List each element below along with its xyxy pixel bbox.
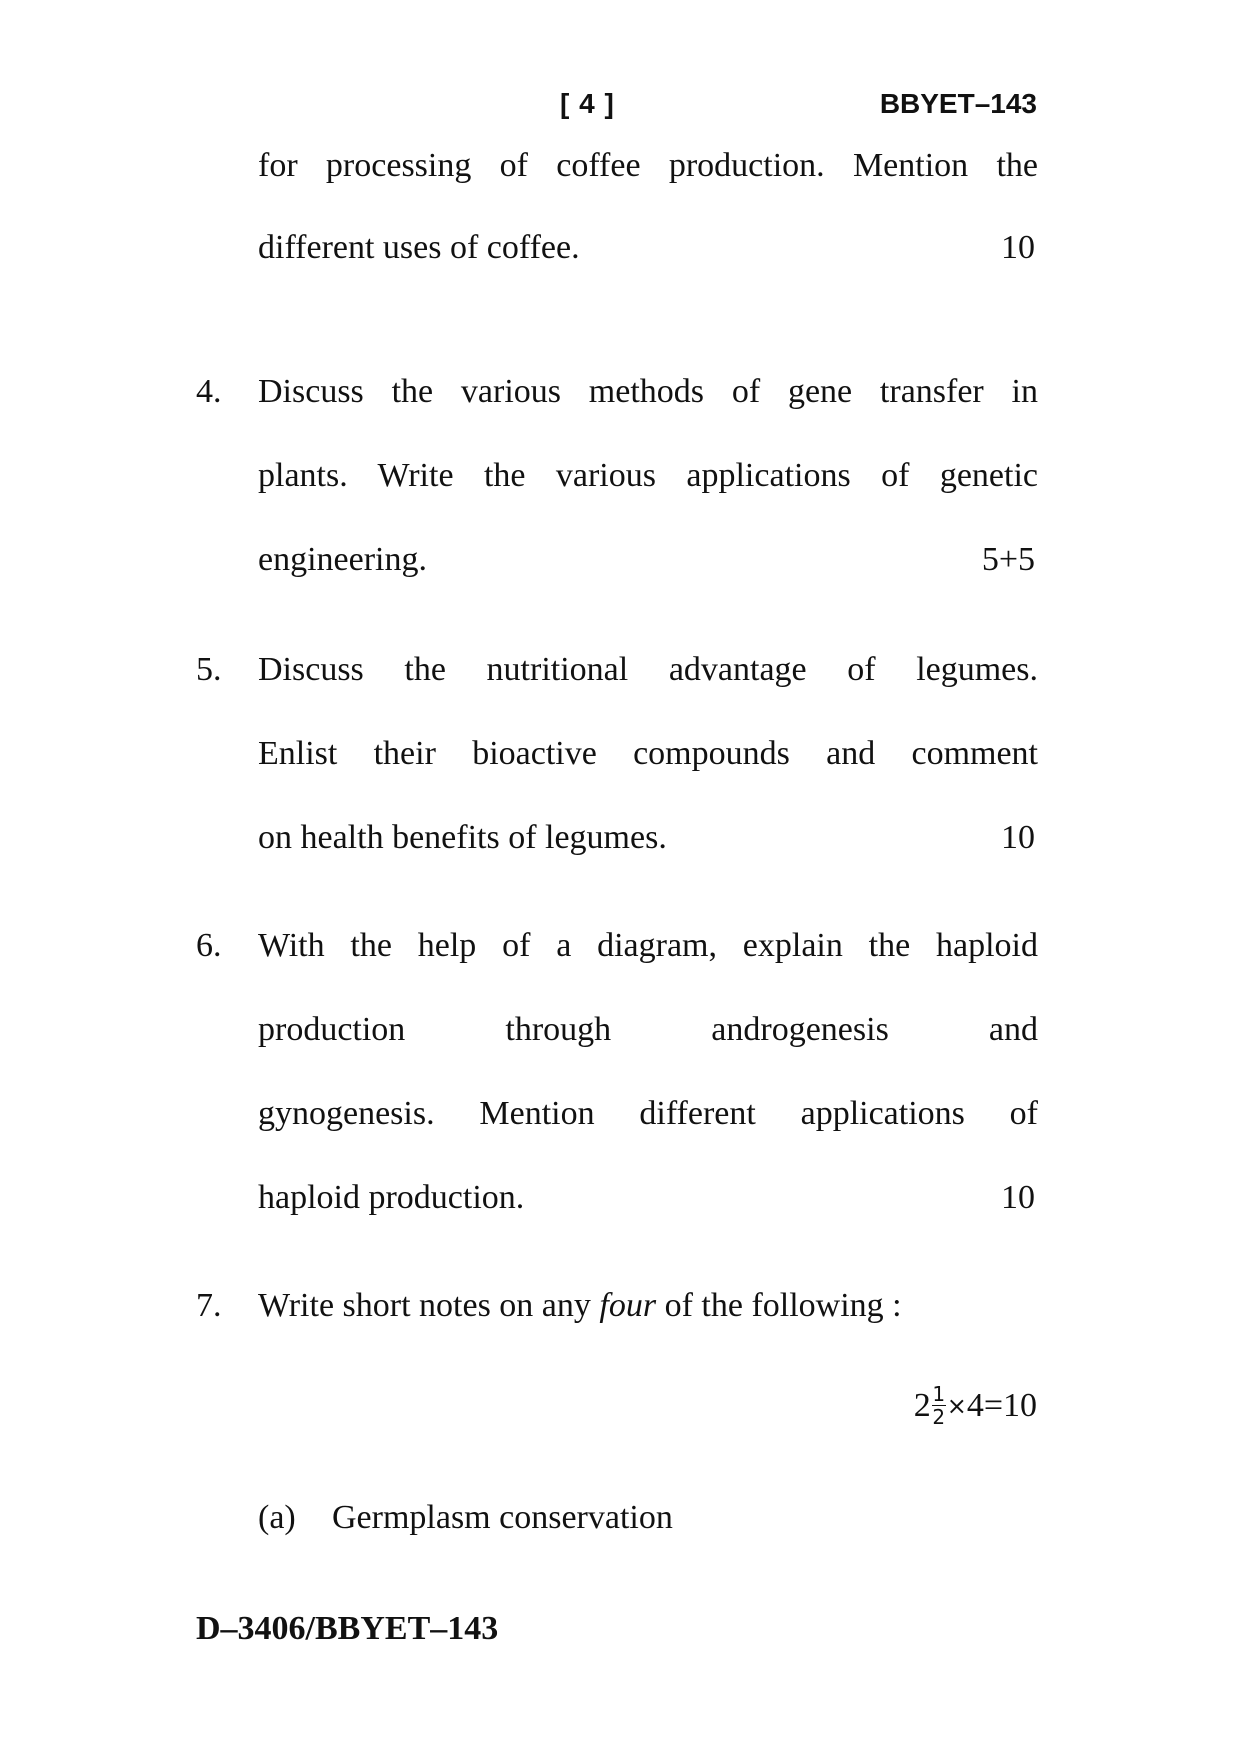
question-4-line-2: plants. Write the various applications of genetic	[258, 457, 1038, 494]
times-sign: ×	[946, 1391, 967, 1420]
question-5-line-2: Enlist their bioactive compounds and comment	[258, 735, 1038, 772]
question-6-number: 6.	[196, 927, 222, 964]
question-4-line-3: engineering.	[258, 541, 427, 578]
page-number: [ 4 ]	[560, 88, 615, 119]
question-4-marks: 5+5	[981, 541, 1035, 578]
question-6-line-1: With the help of a diagram, explain the haploid	[258, 927, 1038, 964]
marks-fraction-denominator: 2	[932, 1405, 946, 1429]
question-5-marks: 10	[1001, 819, 1035, 856]
continuation-line-1: for processing of coffee production. Mention the	[258, 147, 1038, 184]
question-7-text-after: of the following :	[656, 1287, 902, 1324]
question-5-number: 5.	[196, 651, 222, 688]
continuation-line-2: different uses of coffee.	[258, 229, 580, 266]
question-7-marks	[914, 1384, 1037, 1427]
subitem-a-text: Germplasm conservation	[332, 1499, 673, 1536]
footer-paper-code: D–3406/BBYET–143	[196, 1610, 499, 1647]
question-7-line-1	[258, 1286, 1038, 1326]
continuation-marks: 10	[1001, 229, 1035, 266]
question-5-line-1: Discuss the nutritional advantage of legumes.	[258, 651, 1038, 688]
question-7-emphasis: four	[599, 1287, 657, 1324]
question-6-line-4: haploid production.	[258, 1179, 525, 1216]
question-6-line-3: gynogenesis. Mention different applications of	[258, 1095, 1038, 1132]
question-4-number: 4.	[196, 373, 222, 410]
marks-fraction-numerator: 1	[932, 1382, 946, 1406]
marks-rest: 4=10	[966, 1386, 1037, 1424]
question-5-line-3: on health benefits of legumes.	[258, 819, 667, 856]
question-7-text-before: Write short notes on any	[258, 1287, 600, 1324]
marks-whole: 2	[913, 1386, 931, 1424]
paper-code-header: BBYET–143	[879, 88, 1037, 119]
question-6-marks: 10	[1001, 1179, 1035, 1216]
question-4-line-1: Discuss the various methods of gene transfer in	[258, 373, 1038, 410]
marks-fraction	[932, 1384, 946, 1427]
question-6-line-2: production through androgenesis and	[258, 1011, 1038, 1048]
question-7-number: 7.	[196, 1287, 222, 1324]
subitem-a-label: (a)	[258, 1499, 296, 1536]
